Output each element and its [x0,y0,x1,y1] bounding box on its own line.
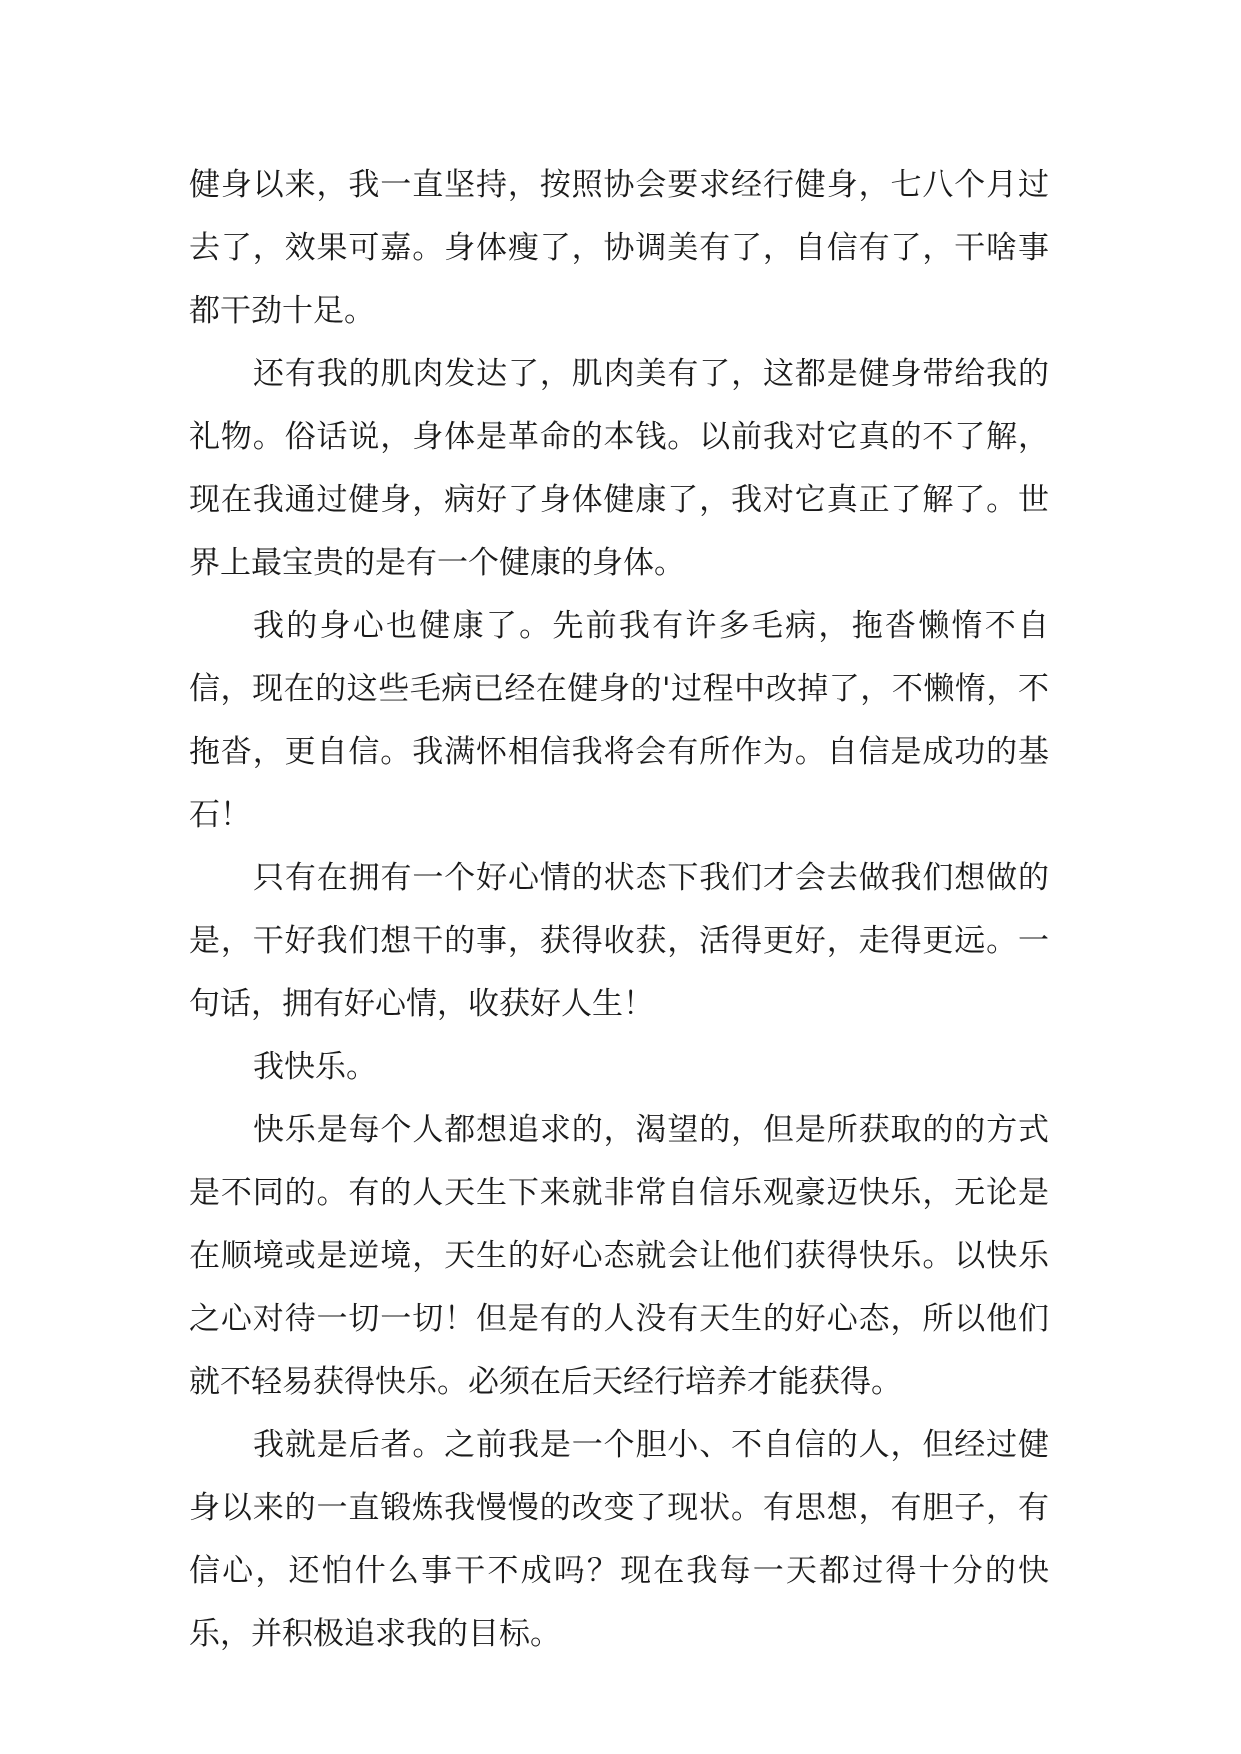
paragraph-6: 快乐是每个人都想追求的，渴望的，但是所获取的的方式是不同的。有的人天生下来就非常自信乐观豪迈快乐，无论是在顺境或是逆境，天生的好心态就会让他们获得快乐。以快乐之心对待一切一切！但是有的人没有天生的好心态，所以他们就不轻易获得快乐。必须在后天经行培养才能获得。 [189,1112,1049,1400]
paragraph-3: 我的身心也健康了。先前我有许多毛病，拖沓懒惰不自信，现在的这些毛病已经在健身的'过程中改掉了，不懒惰，不拖沓，更自信。我满怀相信我将会有所作为。自信是成功的基石！ [189,608,1049,833]
paragraph-5: 我快乐。 [253,1049,377,1085]
paragraph-4: 只有在拥有一个好心情的状态下我们才会去做我们想做的是，干好我们想干的事，获得收获，活得更好，走得更远。一句话，拥有好心情，收获好人生！ [189,860,1049,1022]
document-body [189,154,1049,1666]
paragraph-2: 还有我的肌肉发达了，肌肉美有了，这都是健身带给我的礼物。俗话说，身体是革命的本钱。以前我对它真的不了解，现在我通过健身，病好了身体健康了，我对它真正了解了。世界上最宝贵的是有一个健康的身体。 [189,356,1049,581]
paragraph-7: 我就是后者。之前我是一个胆小、不自信的人，但经过健身以来的一直锻炼我慢慢的改变了现状。有思想，有胆子，有信心，还怕什么事干不成吗？现在我每一天都过得十分的快乐，并积极追求我的目标。 [189,1427,1049,1652]
paragraph-1: 健身以来，我一直坚持，按照协会要求经行健身，七八个月过去了，效果可嘉。身体瘦了，协调美有了，自信有了，干啥事都干劲十足。 [189,167,1049,329]
